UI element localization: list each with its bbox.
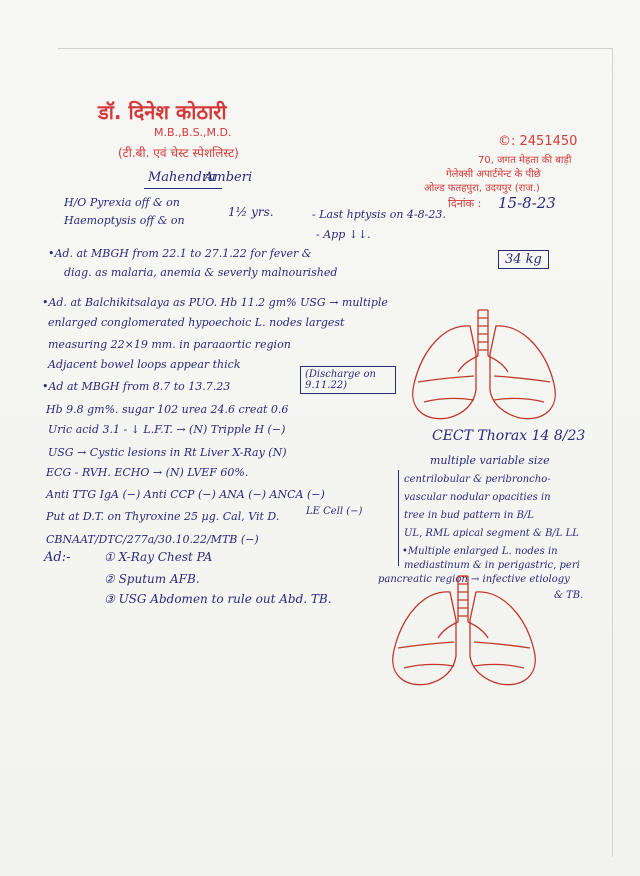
- last-hemoptysis: - Last hptysis on 4-8-23.: [312, 208, 446, 221]
- history-duration: 1½ yrs.: [228, 205, 274, 219]
- cect-line-8: pancreatic region → infective etiology: [378, 574, 570, 585]
- admission-2-line-c: measuring 22×19 mm. in paraaortic region: [48, 338, 291, 351]
- date-value: 15-8-23: [498, 194, 556, 212]
- cect-line-5: UL, RML apical segment & B/L LL: [404, 528, 579, 539]
- patient-place: Amberi: [204, 170, 253, 185]
- cect-line-2: centrilobular & peribroncho-: [404, 474, 551, 485]
- cect-line-9: & TB.: [554, 590, 584, 601]
- cect-title: CECT Thorax 14 8/23: [432, 428, 586, 444]
- admission-3-line-g: Put at D.T. on Thyroxine 25 µg. Cal, Vit D.: [46, 510, 280, 523]
- date-label: दिनांक :: [448, 197, 482, 210]
- appetite-note: - App ↓↓.: [316, 228, 371, 241]
- cect-line-3: vascular nodular opacities in: [404, 492, 551, 503]
- weight-box: 34 kg: [498, 250, 549, 269]
- address-line-2: गेलेक्सी अपार्टमेन्ट के पीछे: [446, 169, 541, 180]
- admission-1-line-b: diag. as malaria, anemia & severly malnourished: [64, 266, 338, 279]
- cect-line-7: mediastinum & in perigastric, peri: [404, 560, 580, 571]
- cect-bracket: [398, 470, 399, 566]
- history-haemoptysis: Haemoptysis off & on: [64, 214, 185, 227]
- discharge-note: (Discharge on 9.11.22): [300, 366, 396, 394]
- doctor-name: डॉ. दिनेश कोठारी: [98, 100, 227, 124]
- admission-2-line-a: •Ad. at Balchikitsalaya as PUO. Hb 11.2 gm% USG → multiple: [42, 296, 388, 309]
- advice-item-3: ③ USG Abdomen to rule out Abd. TB.: [104, 592, 332, 606]
- cect-line-1: multiple variable size: [430, 454, 550, 467]
- patient-name: Mahendra: [148, 170, 216, 185]
- cbnaat-result: CBNAAT/DTC/277a/30.10.22/MTB (−): [46, 533, 259, 546]
- lung-diagram-lower-icon: [384, 570, 544, 694]
- advice-label: Ad:-: [44, 550, 71, 565]
- admission-3-line-c: Uric acid 3.1 - ↓ L.F.T. → (N) Tripple H (−): [48, 423, 286, 436]
- address-line-1: 70, जगत मेहता की बाड़ी: [478, 155, 572, 166]
- patient-name-underline: [144, 188, 222, 189]
- history-pyrexia: H/O Pyrexia off & on: [64, 196, 180, 209]
- doctor-speciality: (टी.बी. एवं चेस्ट स्पेशलिस्ट): [118, 146, 239, 160]
- doctor-degree: M.B.,B.S.,M.D.: [154, 126, 232, 139]
- admission-3-line-d: USG → Cystic lesions in Rt Liver X-Ray (N): [48, 446, 287, 459]
- admission-2-line-b: enlarged conglomerated hypoechoic L. nodes largest: [48, 316, 345, 329]
- admission-2-line-d: Adjacent bowel loops appear thick: [48, 358, 241, 371]
- phone-number: ©: 2451450: [498, 134, 578, 149]
- advice-item-1: ① X-Ray Chest PA: [104, 550, 213, 564]
- admission-3-line-f: Anti TTG IgA (−) Anti CCP (−) ANA (−) ANCA (−): [46, 488, 325, 501]
- admission-3-line-a: •Ad at MBGH from 8.7 to 13.7.23: [42, 380, 231, 393]
- admission-3-line-b: Hb 9.8 gm%. sugar 102 urea 24.6 creat 0.6: [46, 403, 289, 416]
- lung-diagram-upper-icon: [404, 304, 564, 428]
- address-line-3: ओल्ड फतहपुरा, उदयपुर (राज.): [424, 183, 540, 194]
- cect-line-4: tree in bud pattern in B/L: [404, 510, 534, 521]
- advice-item-2: ② Sputum AFB.: [104, 572, 200, 586]
- admission-1-line-a: •Ad. at MBGH from 22.1 to 27.1.22 for fever &: [48, 247, 312, 260]
- le-cell-note: LE Cell (−): [306, 506, 363, 517]
- cect-line-6: •Multiple enlarged L. nodes in: [402, 546, 558, 557]
- admission-3-line-e: ECG - RVH. ECHO → (N) LVEF 60%.: [46, 466, 249, 479]
